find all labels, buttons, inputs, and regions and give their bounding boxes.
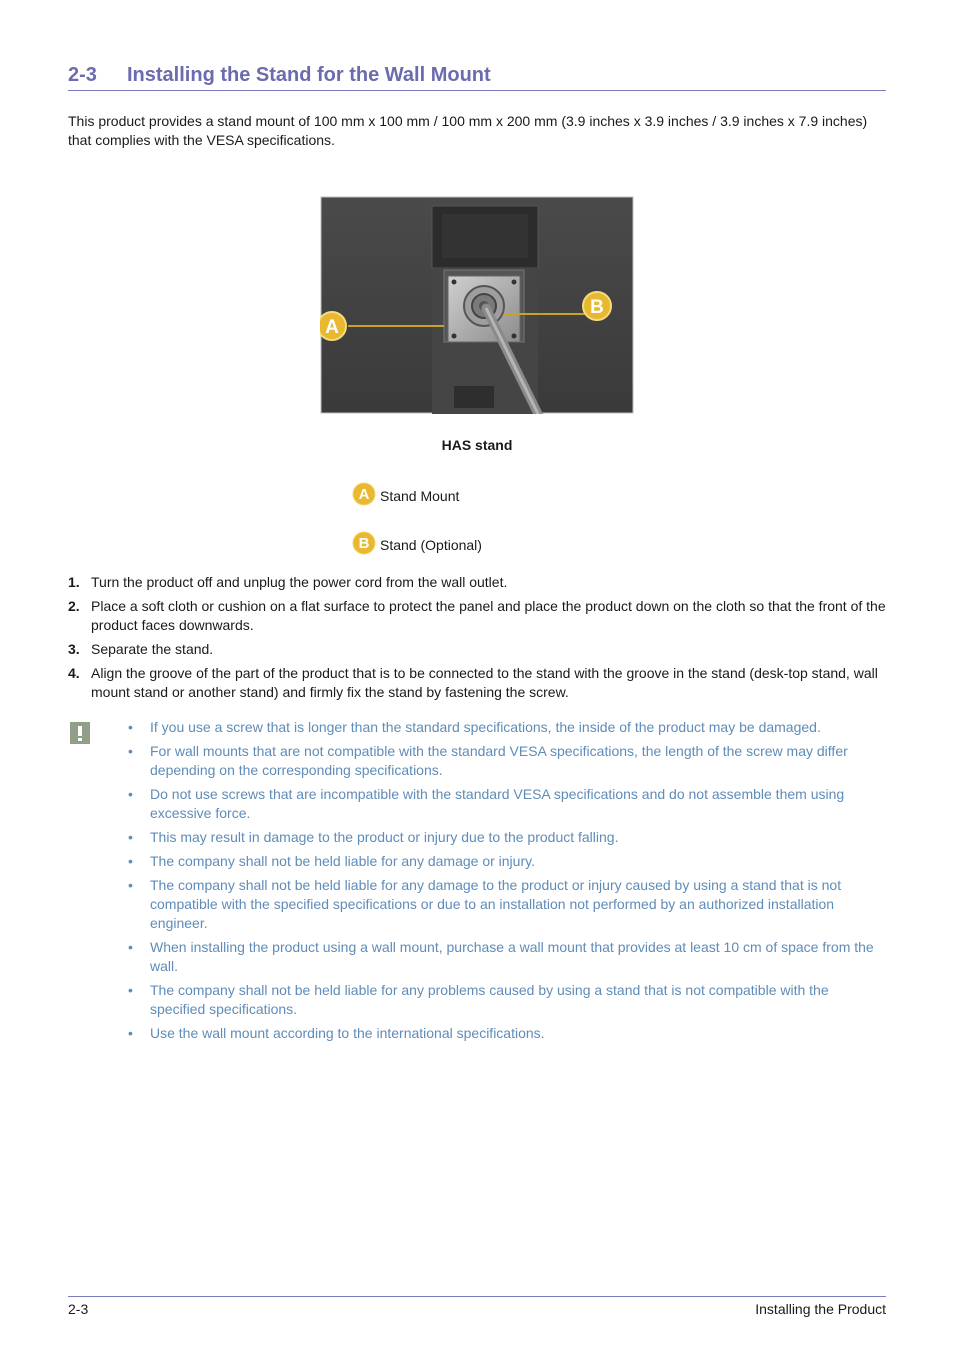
steps-list — [68, 573, 886, 707]
note-icon — [70, 722, 90, 744]
step-number: 3. — [68, 641, 80, 657]
note-item: • The company shall not be held liable for any damage or injury. — [128, 853, 535, 869]
marker-a-label: A — [325, 317, 339, 338]
footer-divider — [68, 1296, 886, 1297]
svg-text:A: A — [358, 486, 370, 503]
step-item — [68, 597, 886, 635]
step-text: Align the groove of the part of the product that is to be connected to the stand with the groove in the stand (desk-top stand, wall mount stand or another stand) and firmly fix the stand by fastening the screw. — [91, 665, 878, 700]
section-number: 2-3 — [68, 64, 97, 86]
step-text: Place a soft cloth or cushion on a flat surface to protect the panel and place the product down on the cloth so that the front of the product faces downwards. — [91, 598, 886, 633]
legend-label: Stand (Optional) — [380, 537, 482, 553]
note-item: • Do not use screws that are incompatible with the standard VESA specifications and do not assemble them using excessive force. — [128, 786, 845, 821]
note-item: • This may result in damage to the product or injury due to the product falling. — [128, 829, 619, 845]
badge-b-icon — [352, 531, 376, 555]
step-number: 1. — [68, 574, 80, 590]
step-number: 2. — [68, 598, 80, 614]
note-item: • The company shall not be held liable for any problems caused by using a stand that is not compatible with the specified specifications. — [128, 982, 829, 1017]
step-item — [68, 664, 886, 702]
footer-page-number: 2-3 — [68, 1301, 89, 1317]
legend-label: Stand Mount — [380, 488, 460, 504]
section-title: Installing the Stand for the Wall Mount — [127, 64, 491, 86]
step-text: Separate the stand. — [91, 641, 214, 657]
manual-page — [68, 0, 886, 1350]
step-item — [68, 573, 886, 592]
svg-text:B: B — [358, 535, 370, 552]
marker-b-label: B — [590, 297, 604, 318]
step-text: Turn the product off and unplug the power cord from the wall outlet. — [91, 574, 508, 590]
monitor-back-photo — [320, 196, 634, 414]
note-item: • For wall mounts that are not compatible with the standard VESA specifications, the length of the screw may differ depending on the corresponding specifications. — [128, 743, 848, 778]
stand-figure — [320, 196, 634, 414]
step-number: 4. — [68, 665, 80, 681]
intro-paragraph: This product provides a stand mount of 100 mm x 100 mm / 100 mm x 200 mm (3.9 inches x 3.9 inches / 3.9 inches x 7.9 inches) that complies with the VESA specifications. — [68, 113, 868, 148]
note-item: • Use the wall mount according to the international specifications. — [128, 1025, 545, 1041]
figure-caption: HAS stand — [441, 437, 513, 453]
badge-a-icon — [352, 482, 376, 506]
note-item: • If you use a screw that is longer than the standard specifications, the inside of the product may be damaged. — [128, 719, 821, 735]
footer-chapter-title: Installing the Product — [755, 1301, 886, 1317]
step-item — [68, 640, 886, 659]
note-item: • When installing the product using a wall mount, purchase a wall mount that provides at least 10 cm of space from the wall. — [128, 939, 874, 974]
note-item: • The company shall not be held liable for any damage to the product or injury caused by using a stand that is not compatible with the specified specifications or due to an installation not performed by an authorized installation engineer. — [128, 877, 842, 931]
notes-list — [126, 718, 886, 1048]
section-heading — [68, 62, 886, 91]
